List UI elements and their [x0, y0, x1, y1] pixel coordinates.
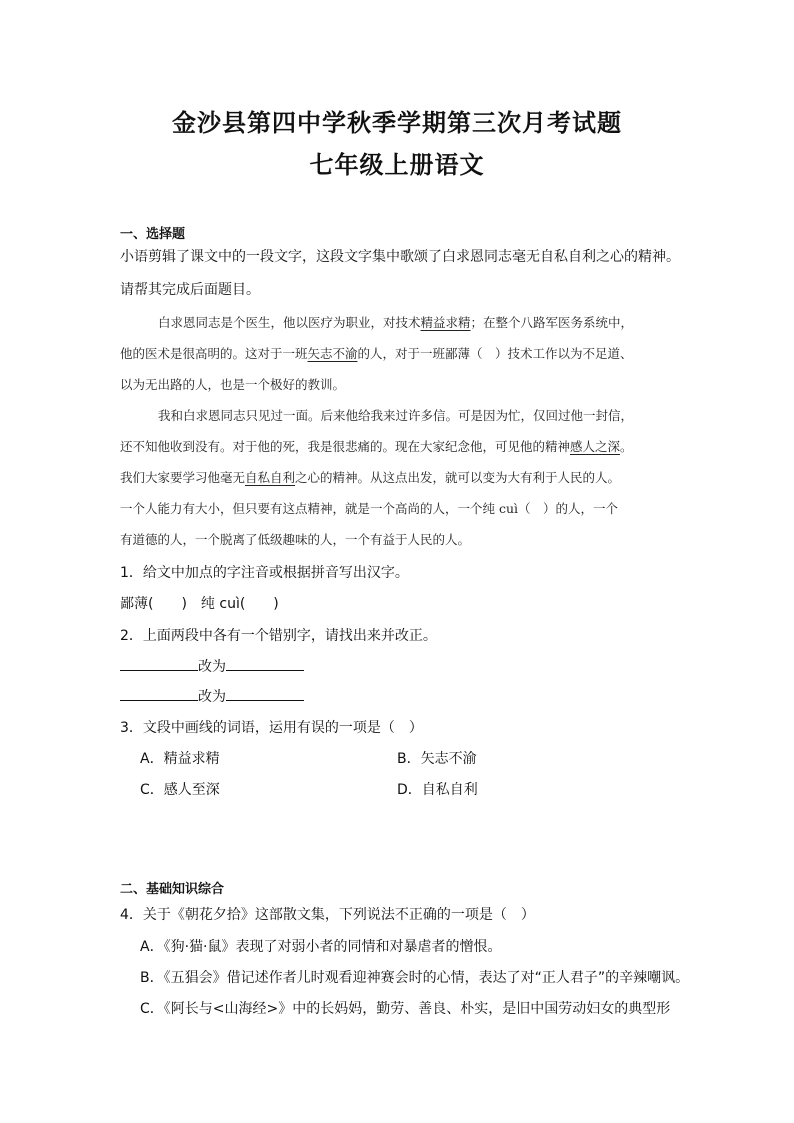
- question-2-correction-row: [120, 686, 304, 706]
- option-b[interactable]: B．《五猖会》借记述作者儿时观看迎神赛会时的心情，表达了对“正人君子”的辛辣嘲讽。: [140, 970, 690, 986]
- section-heading-basic-knowledge: 二、基础知识综合: [120, 882, 225, 897]
- underlined-term: 自私自利: [245, 470, 296, 485]
- underlined-term: 感人之深: [570, 439, 621, 454]
- question-2: 2．上面两段中各有一个错别字，请找出来并改正。: [120, 628, 437, 644]
- passage-line: 有道德的人，一个脱离了低级趣味的人，一个有益于人民的人。: [120, 532, 471, 547]
- answer-blank[interactable]: [120, 688, 198, 701]
- question-4: 4．关于《朝花夕拾》这部散文集，下列说法不正确的一项是（ ）: [120, 907, 535, 923]
- intro-text-line: 请帮其完成后面题目。: [120, 282, 260, 298]
- question-2-correction-row: [120, 656, 304, 676]
- passage-line: 一个人能力有大小，但只要有这点精神，就是一个高尚的人，一个纯 cuì（ ）的人，一个: [120, 501, 619, 516]
- underlined-term: 精益求精: [420, 315, 471, 330]
- option-a[interactable]: A．精益求精: [140, 751, 220, 767]
- passage-text: 还不知他收到没有。对于他的死，我是很悲痛的。现在大家纪念他，可见他的精神: [120, 439, 571, 454]
- passage-text: 我们大家要学习他毫无: [120, 470, 246, 485]
- exam-title: 金沙县第四中学秋季学期第三次月考试题: [172, 108, 622, 137]
- answer-blank[interactable]: [226, 658, 304, 671]
- passage-line: [120, 344, 633, 362]
- option-c[interactable]: C．感人至深: [140, 782, 220, 798]
- passage-line: 我和白求恩同志只见过一面。后来他给我来过许多信。可是因为忙，仅回过他一封信，: [158, 408, 634, 423]
- passage-text: ；在整个八路军医务系统中，: [470, 315, 634, 330]
- option-a[interactable]: A．《狗·猫·鼠》表现了对弱小者的同情和对暴虐者的憎恨。: [140, 939, 502, 955]
- question-1-answer-blanks: 鄙薄( ) 纯 cuì( ): [120, 596, 279, 612]
- option-b[interactable]: B．矢志不渝: [397, 751, 477, 767]
- question-3: 3．文段中画线的词语，运用有误的一项是（ ）: [120, 720, 423, 736]
- question-1: 1．给文中加点的字注音或根据拼音写出汉字。: [120, 565, 409, 581]
- passage-text: 之心的精神。从这点出发，就可以变为大有利于人民的人。: [295, 470, 621, 485]
- section-heading-choice: 一、选择题: [120, 227, 186, 242]
- option-d[interactable]: D．自私自利: [397, 782, 478, 798]
- passage-line: [120, 468, 620, 486]
- option-c[interactable]: C．《阿长与<山海经>》中的长妈妈，勤劳、善良、朴实，是旧中国劳动妇女的典型形: [140, 1001, 671, 1017]
- exam-subtitle: 七年级上册语文: [309, 150, 485, 179]
- change-to-label: 改为: [198, 689, 226, 705]
- passage-text: 的人，对于一班鄙薄（ ）技术工作以为不足道、: [357, 346, 633, 361]
- passage-line: [158, 313, 633, 331]
- passage-line: 以为无出路的人，也是一个极好的教训。: [120, 377, 346, 392]
- answer-blank[interactable]: [226, 688, 304, 701]
- passage-text: 白求恩同志是个医生，他以医疗为职业，对技术: [158, 315, 421, 330]
- answer-blank[interactable]: [120, 658, 198, 671]
- passage-text: 他的医术是很高明的。这对于一班: [120, 346, 308, 361]
- underlined-term: 矢志不渝: [307, 346, 358, 361]
- passage-text: 。: [620, 439, 633, 454]
- passage-line: [120, 437, 633, 455]
- change-to-label: 改为: [198, 659, 226, 675]
- intro-text-line: 小语剪辑了课文中的一段文字，这段文字集中歌颂了白求恩同志毫无自私自利之心的精神。: [120, 249, 680, 265]
